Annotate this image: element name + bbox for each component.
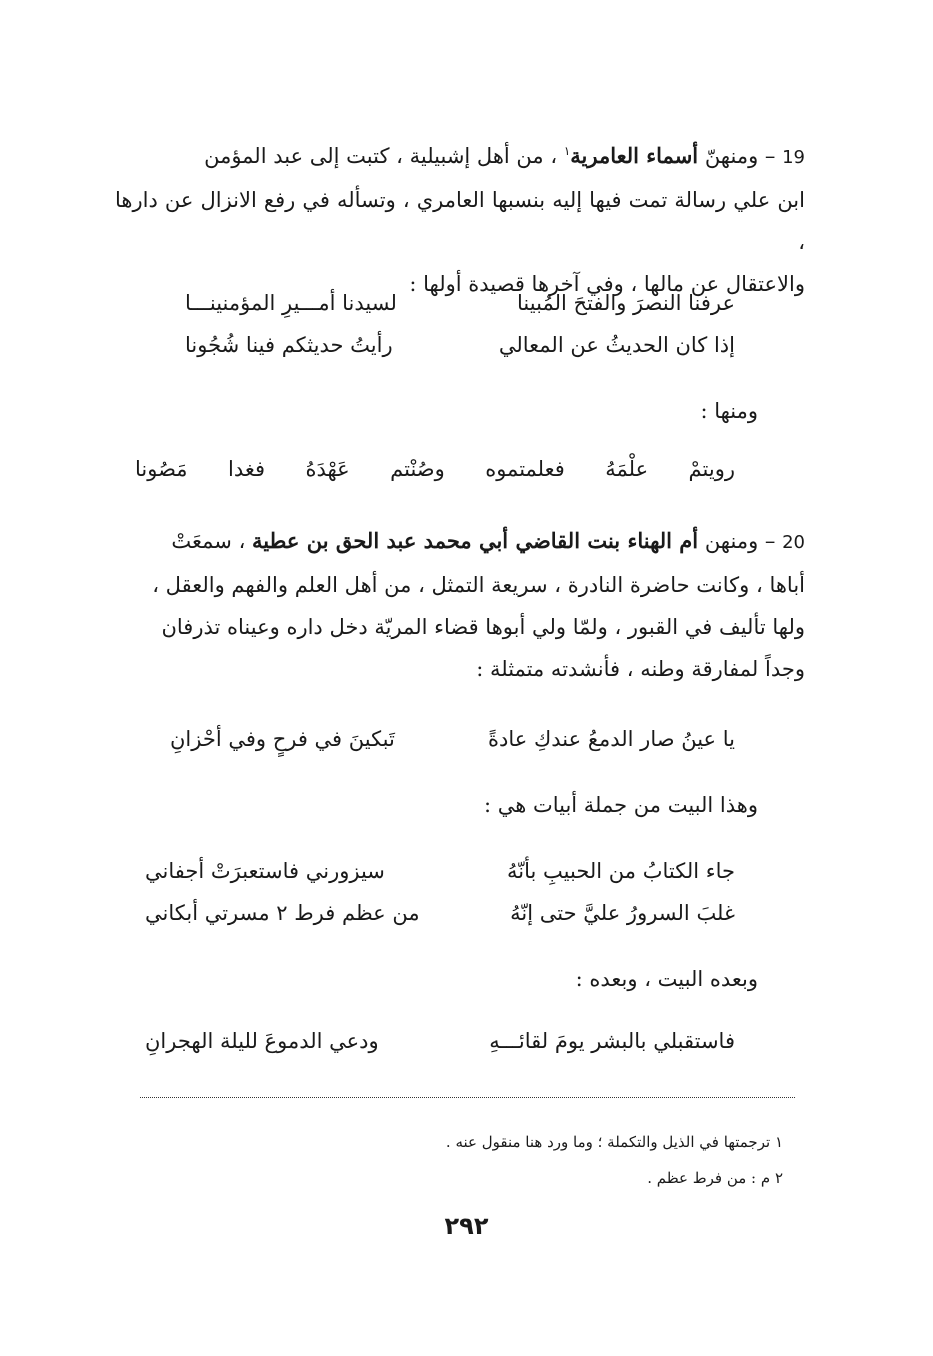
- verse-right-hemistich: غلبَ السرورُ عليَّ حتى إنّهُ: [510, 901, 735, 925]
- entry-intro: ومنهن: [704, 529, 759, 553]
- verse-right-hemistich: إذا كان الحديثُ عن المعالي: [498, 333, 735, 357]
- transition-line: وبعده البيت ، وبعده :: [575, 967, 758, 991]
- verse-line: [115, 892, 805, 934]
- verse-left-hemistich: ودعي الدموعَ لليلة الهجرانِ: [145, 1029, 379, 1053]
- verse-right-hemistich: فاستقبلي بالبشر يومَ لقائـــهِ: [489, 1029, 735, 1053]
- verse-left-hemistich: لسيدنا أمـــيرِ المؤمنينـــا: [185, 291, 397, 315]
- verse-line: [115, 850, 805, 892]
- entry-number: 20: [782, 532, 805, 553]
- verse-full-line: رويتمْ علْمَهُ فعلمتموه وصُنْتم عَهْدَهُ فغدا مَصُونا: [135, 457, 735, 481]
- entry-19-line-1: [115, 130, 805, 179]
- entry-20-line-1: [115, 520, 805, 564]
- verse-left-hemistich: من عظم فرط ٢ مسرتي أبكاني: [145, 901, 420, 925]
- verse-left-hemistich: رأيتُ حديثكم فينا شُجُونا: [185, 333, 393, 357]
- verse-right-hemistich: عرفنا النصرَ والفتحَ المُبينا: [517, 291, 735, 315]
- verse-line: [115, 448, 805, 490]
- person-name: أم الهناء بنت القاضي أبي محمد عبد الحق بن عطية: [252, 528, 699, 553]
- entry-intro: ومنهنّ: [704, 144, 759, 168]
- transition-line: ومنها :: [700, 399, 758, 423]
- footnote-1: ١ ترجمتها في الذيل والتكملة ؛ وما ورد هنا منقول عنه .: [445, 1133, 783, 1151]
- verse-right-hemistich: جاء الكتابُ من الحبيبِ بأنّهُ: [507, 859, 735, 883]
- verse-line: [115, 282, 805, 324]
- verse-line: [115, 324, 805, 366]
- verse-right-hemistich: يا عينُ صار الدمعُ عندكِ عادةً: [487, 727, 735, 751]
- verse-line: [115, 718, 805, 760]
- entry-20-line-2: أباها ، وكانت حاضرة النادرة ، سريعة التمثل ، من أهل العلم والفهم والعقل ،: [152, 573, 805, 597]
- entry-20: [115, 520, 805, 690]
- dash: –: [764, 529, 776, 553]
- verse-left-hemistich: تَبكينَ في فرحٍ وفي أحْزانِ: [170, 727, 395, 751]
- transition-line: وهذا البيت من جملة أبيات هي :: [483, 793, 758, 817]
- footnote-separator: [140, 1097, 795, 1098]
- footnote-marker: ١: [563, 144, 571, 158]
- entry-19: [115, 130, 805, 305]
- verse-line: [115, 1020, 805, 1062]
- page-number: ٢٩٢: [444, 1212, 489, 1240]
- entry-20-line-4: وجداً لمفارقة وطنه ، فأنشدته متمثلة :: [476, 657, 805, 681]
- footnote-2: ٢ م : من فرط عظم .: [647, 1169, 783, 1187]
- person-name: أسماء العامرية: [570, 143, 699, 168]
- entry-text: ، سمعَتْ: [171, 529, 246, 553]
- dash: –: [764, 144, 776, 168]
- entry-text: ، من أهل إشبيلية ، كتبت إلى عبد المؤمن: [204, 144, 558, 168]
- entry-19-line-3: والاعتقال عن مالها ، وفي آخرها قصيدة أولها :: [409, 272, 805, 296]
- entry-20-line-3: ولها تأليف في القبور ، ولمّا ولي أبوها قضاء المريّة دخل داره وعيناه تذرفان: [161, 615, 805, 639]
- entry-19-line-2: ابن علي رسالة تمت فيها إليه بنسبها العامري ، وتسأله في رفع الانزال عن دارها ،: [115, 188, 805, 254]
- entry-number: 19: [782, 147, 805, 168]
- verse-left-hemistich: سيزورني فاستعبرَتْ أجفاني: [145, 859, 385, 883]
